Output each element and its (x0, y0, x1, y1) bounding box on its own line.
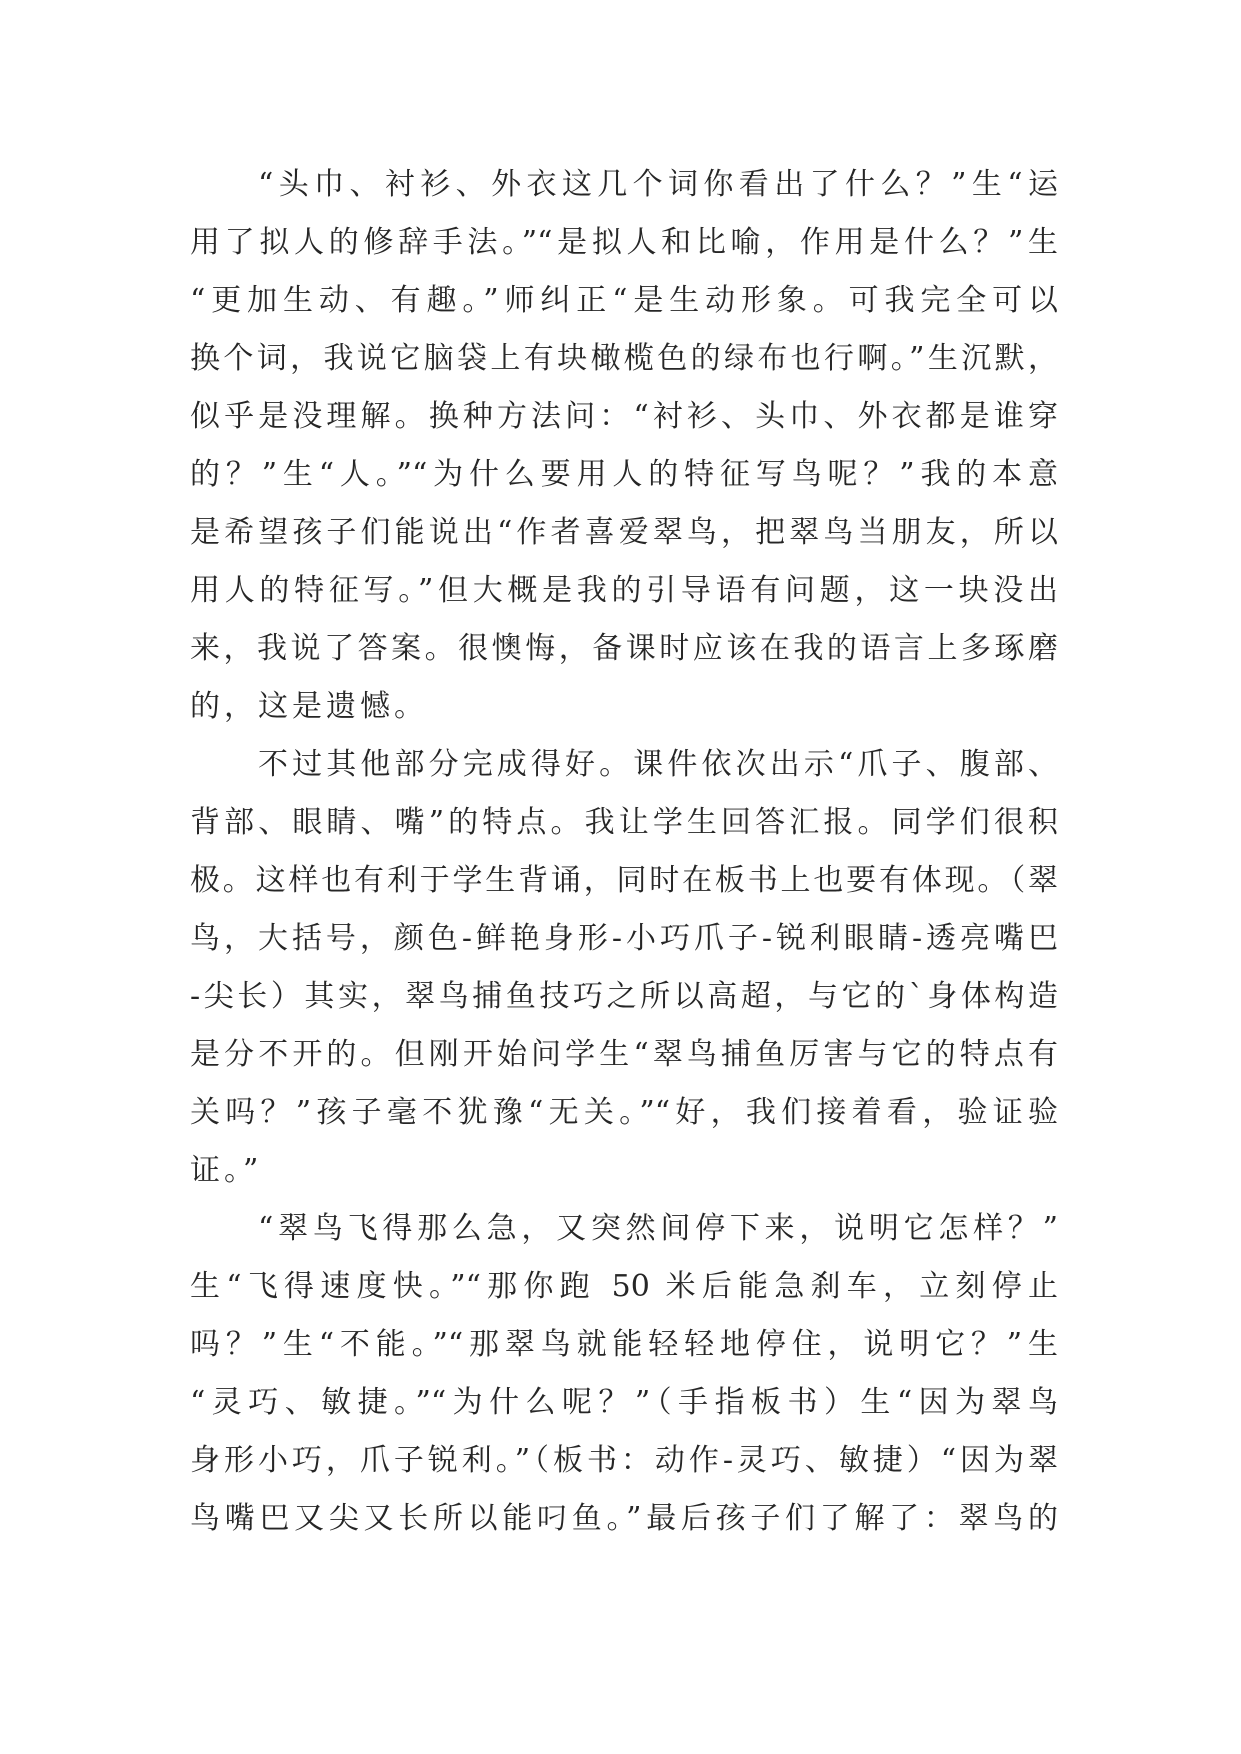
text-line: 不过其他部分完成得好。课件依次出示“爪子、腹部、 (258, 747, 1058, 782)
text-line: 用了拟人的修辞手法。”“是拟人和比喻，作用是什么？”生 (190, 225, 1058, 260)
text-line: 生“飞得速度快。”“那你跑 50 米后能急刹车，立刻停止 (190, 1269, 1058, 1304)
text-line: 的？”生“人。”“为什么要用人的特征写鸟呢？”我的本意 (190, 457, 1058, 492)
text-line: “灵巧、敏捷。”“为什么呢？”（手指板书）生“因为翠鸟 (190, 1385, 1058, 1420)
text-line: 身形小巧，爪子锐利。”（板书：动作-灵巧、敏捷）“因为翠 (190, 1443, 1058, 1478)
text-line: 似乎是没理解。换种方法问：“衬衫、头巾、外衣都是谁穿 (190, 399, 1058, 434)
text-line: “翠鸟飞得那么急，又突然间停下来，说明它怎样？” (258, 1211, 1058, 1246)
text-line: -尖长）其实，翠鸟捕鱼技巧之所以高超，与它的`身体构造 (190, 979, 1058, 1014)
text-line: 是分不开的。但刚开始问学生“翠鸟捕鱼厉害与它的特点有 (190, 1037, 1058, 1072)
text-line: “更加生动、有趣。”师纠正“是生动形象。可我完全可以 (190, 283, 1058, 318)
text-line: 换个词，我说它脑袋上有块橄榄色的绿布也行啊。”生沉默， (190, 341, 1058, 376)
document-body (190, 156, 1058, 1548)
text-line: 来，我说了答案。很懊悔，备课时应该在我的语言上多琢磨 (190, 631, 1058, 666)
text-line: 鸟嘴巴又尖又长所以能叼鱼。”最后孩子们了解了：翠鸟的 (190, 1501, 1058, 1536)
text-line: 关吗？”孩子毫不犹豫“无关。”“好，我们接着看，验证验 (190, 1095, 1058, 1130)
paragraph-1 (190, 156, 1058, 736)
text-line: 极。这样也有利于学生背诵，同时在板书上也要有体现。（翠 (190, 863, 1058, 898)
text-line: 吗？”生“不能。”“那翠鸟就能轻轻地停住，说明它？”生 (190, 1327, 1058, 1362)
text-line: 用人的特征写。”但大概是我的引导语有问题，这一块没出 (190, 573, 1058, 608)
text-line: 的，这是遗憾。 (190, 689, 428, 724)
text-line: 鸟，大括号，颜色-鲜艳身形-小巧爪子-锐利眼睛-透亮嘴巴 (190, 921, 1058, 956)
text-line: 证。” (190, 1153, 263, 1188)
paragraph-3 (190, 1200, 1058, 1548)
text-line: “头巾、衬衫、外衣这几个词你看出了什么？”生“运 (258, 167, 1058, 202)
text-line: 背部、眼睛、嘴”的特点。我让学生回答汇报。同学们很积 (190, 805, 1058, 840)
text-line: 是希望孩子们能说出“作者喜爱翠鸟，把翠鸟当朋友，所以 (190, 515, 1058, 550)
paragraph-2 (190, 736, 1058, 1200)
